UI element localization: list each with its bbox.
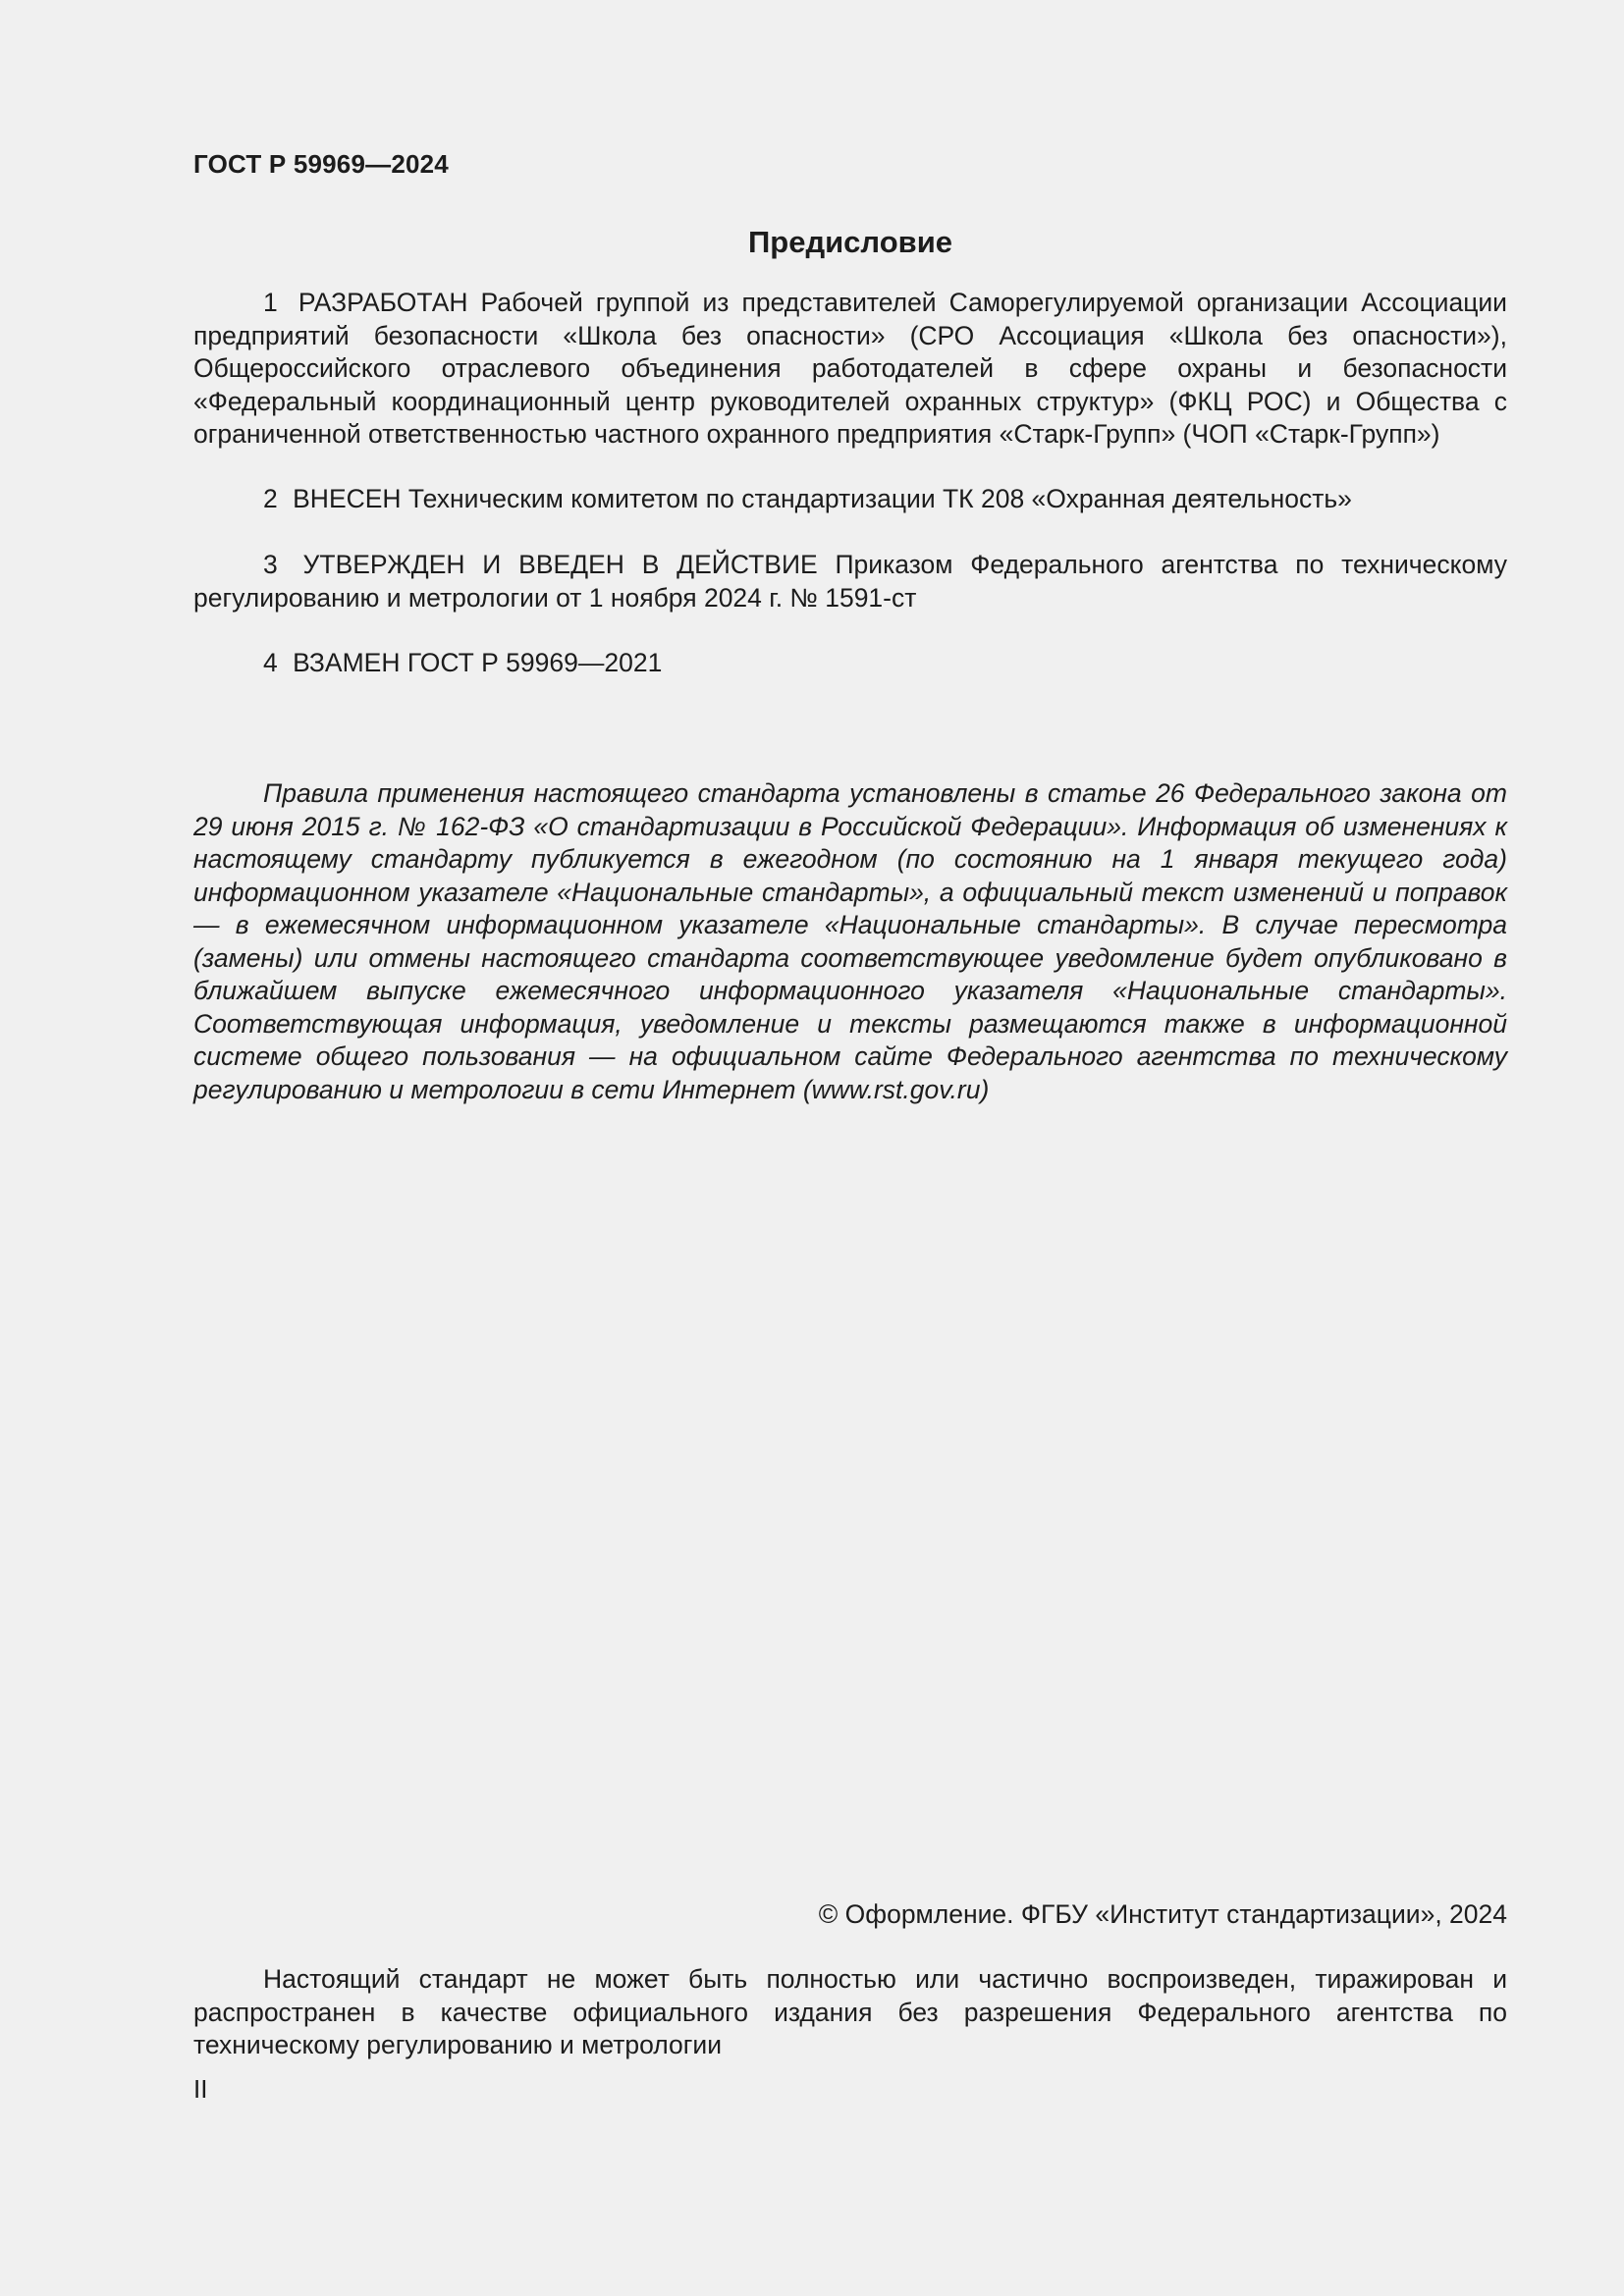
item-text: РАЗРАБОТАН Рабочей группой из представителей Саморегулируемой организации Ассоциации предприятий безопасности «Школа без опасности» (СРО Ассоциация «Школа без опасности»), Общероссийского отраслевого объединения работодателей в сфере охраны и безопасности «Федеральный координационный центр руководителей охранных структур» (ФКЦ РОС) и Общества с ограниченной ответственностью частного охранного предприятия «Старк-Групп» (ЧОП «Старк-Групп») [193, 288, 1507, 449]
reproduction-notice: Настоящий стандарт не может быть полностью или частично воспроизведен, тиражирован и распространен в качестве официального издания без разрешения Федерального агентства по техническому регулированию и метрологии [193, 1964, 1507, 2059]
page-number: II [193, 2074, 208, 2104]
item-number: 2 [263, 484, 278, 513]
item-number: 3 [263, 550, 278, 579]
document-header: ГОСТ Р 59969—2024 [193, 149, 449, 179]
item-number: 1 [263, 288, 278, 317]
item-number: 4 [263, 648, 278, 677]
foreword-item-4 [193, 647, 1507, 680]
foreword-item-2 [193, 483, 1507, 516]
item-text: ВНЕСЕН Техническим комитетом по стандартизации ТК 208 «Охранная деятельность» [293, 484, 1352, 513]
page-title: Предисловие [747, 225, 952, 259]
copyright-line: © Оформление. ФГБУ «Институт стандартизации», 2024 [818, 1899, 1507, 1929]
item-text: ВЗАМЕН ГОСТ Р 59969—2021 [293, 648, 663, 677]
foreword-item-3 [193, 549, 1507, 614]
item-text: УТВЕРЖДЕН И ВВЕДЕН В ДЕЙСТВИЕ Приказом Федерального агентства по техническому регулированию и метрологии от 1 ноября 2024 г. № 1591-ст [193, 550, 1507, 613]
foreword-item-1 [193, 287, 1507, 452]
rules-note: Правила применения настоящего стандарта установлены в статье 26 Федерального закона от 29 июня 2015 г. № 162-ФЗ «О стандартизации в Российской Федерации». Информация об изменениях к настоящему стандарту публикуется в ежегодном (по состоянию на 1 января текущего года) информационном указателе «Национальные стандарты», а официальный текст изменений и поправок — в ежемесячном информационном указателе «Национальные стандарты». В случае пересмотра (замены) или отмены настоящего стандарта соответствующее уведомление будет опубликовано в ближайшем выпуске ежемесячного информационного указателя «Национальные стандарты». Соответствующая информация, уведомление и тексты размещаются также в информационной системе общего пользования — на официальном сайте Федерального агентства по техническому регулированию и метрологии в сети Интернет (www.rst.gov.ru) [193, 778, 1507, 1104]
